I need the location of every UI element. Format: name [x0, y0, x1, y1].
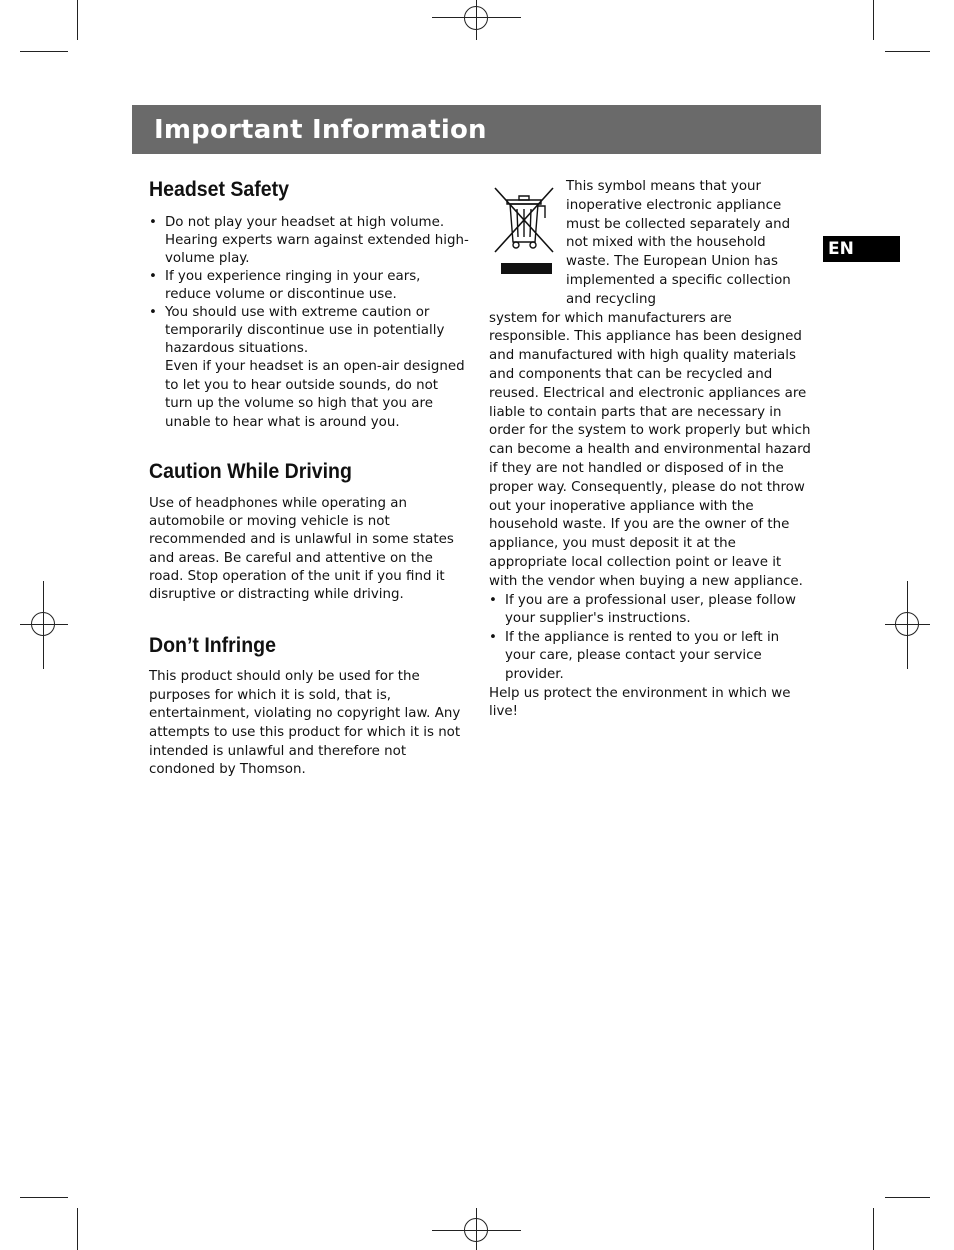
left-column	[149, 176, 469, 780]
headset-safety-section	[149, 176, 469, 432]
list-item: • If you are a professional user, please follow your supplier's instructions.	[489, 592, 796, 627]
bullet-glyph: •	[489, 592, 497, 608]
list-item: • You should use with extreme caution or temporarily discontinue use in potentially hazardous situations.	[149, 305, 445, 356]
bullet-glyph: •	[489, 629, 497, 645]
right-column	[489, 178, 811, 722]
section-heading-caution-driving: Caution While Driving	[149, 460, 352, 483]
bullet-glyph: •	[149, 305, 157, 320]
list-item: • If you experience ringing in your ears, reduce volume or discontinue use.	[149, 269, 421, 302]
weee-list	[489, 592, 811, 685]
dont-infringe-section	[149, 632, 469, 780]
section-heading-headset-safety: Headset Safety	[149, 178, 290, 201]
page-title: Important Information	[154, 115, 487, 145]
language-badge: EN	[823, 236, 900, 262]
title-banner	[132, 105, 821, 154]
crossed-out-wheelie-bin-icon	[489, 182, 559, 278]
headset-safety-list	[149, 214, 469, 358]
weee-text-beside-icon: This symbol means that your inoperative electronic appliance must be collected separately and not mixed with the household waste. The European Union has implemented a specific collection and recycling	[566, 179, 791, 307]
headset-safety-note: Even if your headset is an open-air designed to let you to hear outside sounds, do not turn up the volume so high that you are unable to hear what is around you.	[165, 359, 465, 430]
caution-driving-section	[149, 458, 469, 604]
list-item: • Do not play your headset at high volume. Hearing experts warn against extended high-volume play.	[149, 215, 469, 266]
list-item: • If the appliance is rented to you or left in your care, please contact your service provider.	[489, 629, 780, 682]
caution-driving-text: Use of headphones while operating an automobile or moving vehicle is not recommended and is unlawful in some states and areas. Be careful and attentive on the road. Stop operation of the unit if you find it disruptive or distracting while driving.	[149, 496, 454, 603]
section-heading-dont-infringe: Don’t Infringe	[149, 634, 276, 658]
dont-infringe-text: This product should only be used for the purposes for which it is sold, that is, entertainment, violating no copyright law. Any attempts to use this product for which it is not intended is unlawful and therefore not condoned by Thomson.	[149, 669, 461, 778]
weee-text-continued: system for which manufacturers are responsible. This appliance has been designed and manufactured with high quality materials and components that can be recycled and reused. Electrical and electronic appliances are liable to contain parts that are necessary in order for the system to work properly but which can become a health and environmental hazard if they are not handled or disposed of in the proper way. Consequently, please do not throw out your inoperative appliance with the household waste. If you are the owner of the appliance, you must deposit it at the appropriate local collection point or leave it with the vendor when buying a new appliance.	[489, 310, 811, 589]
weee-closing: Help us protect the environment in which we live!	[489, 685, 791, 720]
bullet-glyph: •	[149, 269, 157, 284]
bullet-glyph: •	[149, 215, 157, 230]
